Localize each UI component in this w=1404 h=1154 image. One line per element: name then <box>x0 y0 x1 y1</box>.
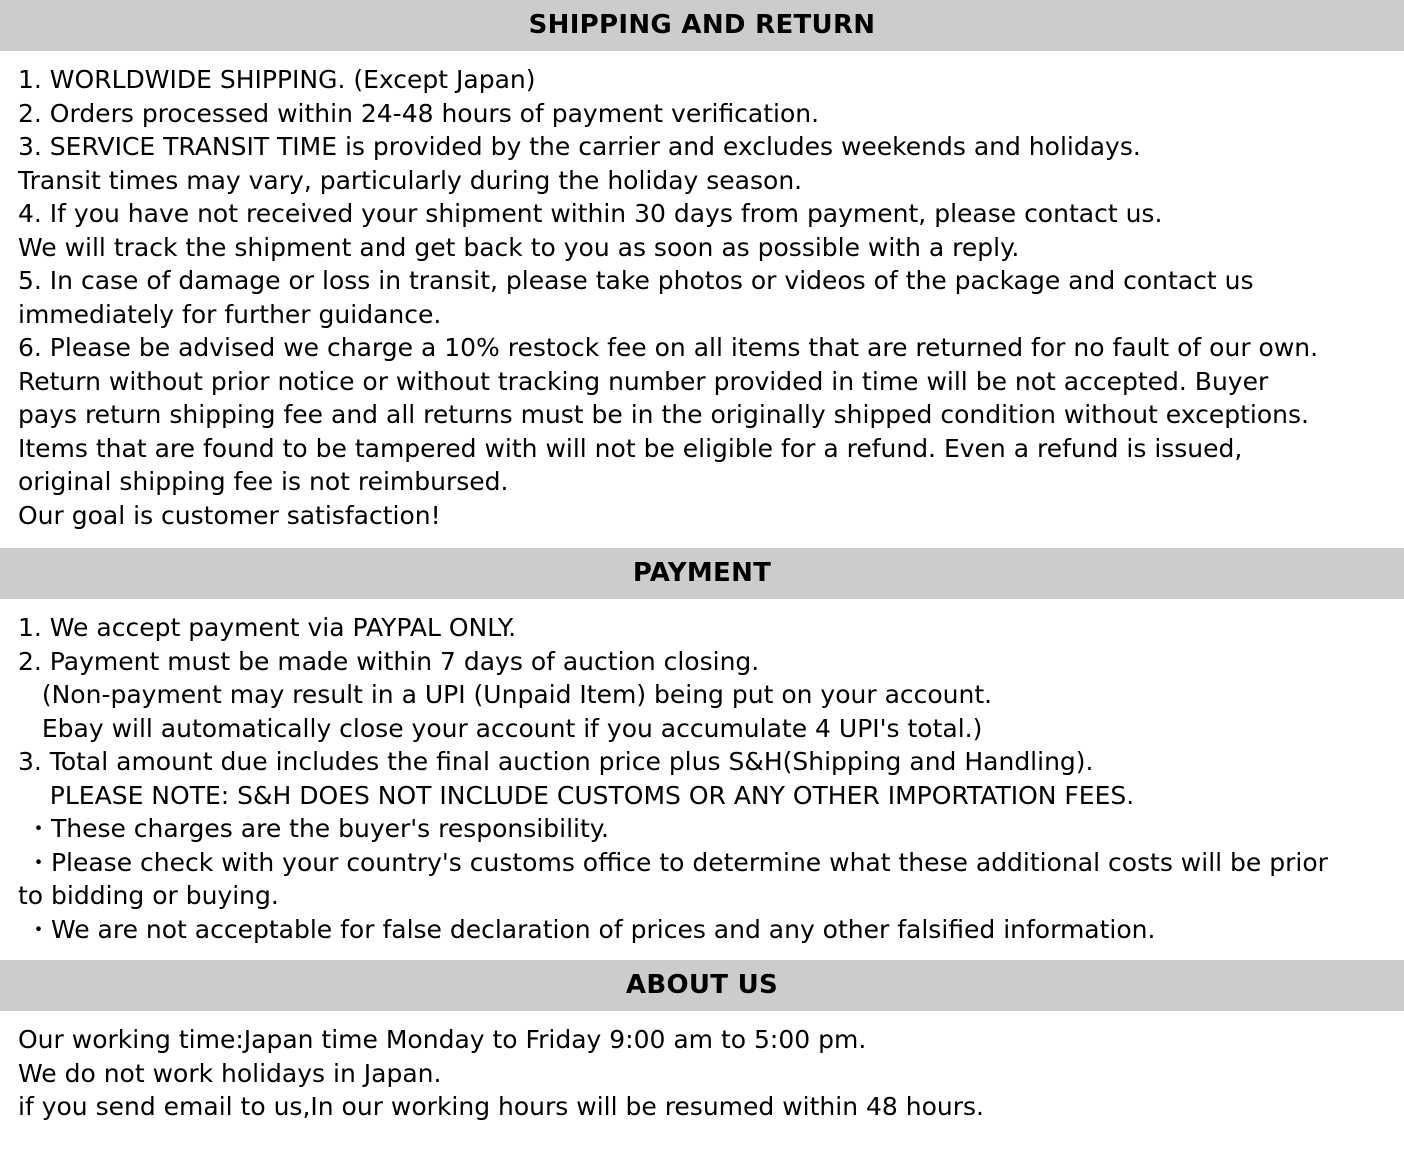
policy-line: We do not work holidays in Japan. <box>18 1058 442 1088</box>
policy-line: pays return shipping fee and all returns must be in the originally shipped condition without exceptions. <box>18 400 1309 429</box>
policy-line: ・We are not acceptable for false declaration of prices and any other falsified information. <box>18 914 1156 944</box>
policy-line: ・Please check with your country's customs office to determine what these additional costs will be prior <box>18 847 1328 877</box>
policy-line: Our working time:Japan time Monday to Friday 9:00 am to 5:00 pm. <box>18 1025 867 1054</box>
policy-line: 5. In case of damage or loss in transit, please take photos or videos of the package and contact us <box>18 266 1254 295</box>
policy-line: PLEASE NOTE: S&H DOES NOT INCLUDE CUSTOMS OR ANY OTHER IMPORTATION FEES. <box>18 780 1135 810</box>
section-body-about <box>0 1011 1404 1142</box>
policy-line: 2. Orders processed within 24-48 hours of payment verification. <box>18 98 820 128</box>
policy-line: Our goal is customer satisfaction! <box>18 500 441 530</box>
policy-line: 3. SERVICE TRANSIT TIME is provided by the carrier and excludes weekends and holidays. <box>18 132 1141 161</box>
policy-line: 3. Total amount due includes the final auction price plus S&H(Shipping and Handling). <box>18 747 1094 776</box>
policy-line: immediately for further guidance. <box>18 299 442 329</box>
section-about-us <box>0 960 1404 1142</box>
policy-line: Items that are found to be tampered with will not be eligible for a refund. Even a refund is issued, <box>18 433 1243 463</box>
policy-line: 2. Payment must be made within 7 days of auction closing. <box>18 646 760 676</box>
policy-line: to bidding or buying. <box>18 881 279 910</box>
policy-line: 4. If you have not received your shipment within 30 days from payment, please contact us. <box>18 199 1163 228</box>
policy-line: Return without prior notice or without tracking number provided in time will be not accepted. Buyer <box>18 366 1269 396</box>
policy-line: Ebay will automatically close your account if you accumulate 4 UPI's total.) <box>18 713 983 743</box>
policy-line: (Non-payment may result in a UPI (Unpaid Item) being put on your account. <box>18 680 993 709</box>
section-header-shipping: SHIPPING AND RETURN <box>0 0 1404 51</box>
policy-line: ・These charges are the buyer's responsibility. <box>18 814 609 843</box>
section-header-about: ABOUT US <box>0 960 1404 1011</box>
policy-line: 1. We accept payment via PAYPAL ONLY. <box>18 613 517 642</box>
policy-line: if you send email to us,In our working hours will be resumed within 48 hours. <box>18 1092 984 1121</box>
section-header-payment: PAYMENT <box>0 548 1404 599</box>
policy-line: Transit times may vary, particularly during the holiday season. <box>18 165 803 195</box>
policy-line: 1. WORLDWIDE SHIPPING. (Except Japan) <box>18 65 536 94</box>
section-shipping-and-return <box>0 0 1404 542</box>
section-body-shipping <box>0 51 1404 542</box>
policy-line: 6. Please be advised we charge a 10% restock fee on all items that are returned for no fault of our own. <box>18 333 1319 362</box>
policy-line: We will track the shipment and get back to you as soon as possible with a reply. <box>18 232 1020 262</box>
section-body-payment <box>0 599 1404 954</box>
section-payment <box>0 548 1404 954</box>
policy-line: original shipping fee is not reimbursed. <box>18 467 509 496</box>
